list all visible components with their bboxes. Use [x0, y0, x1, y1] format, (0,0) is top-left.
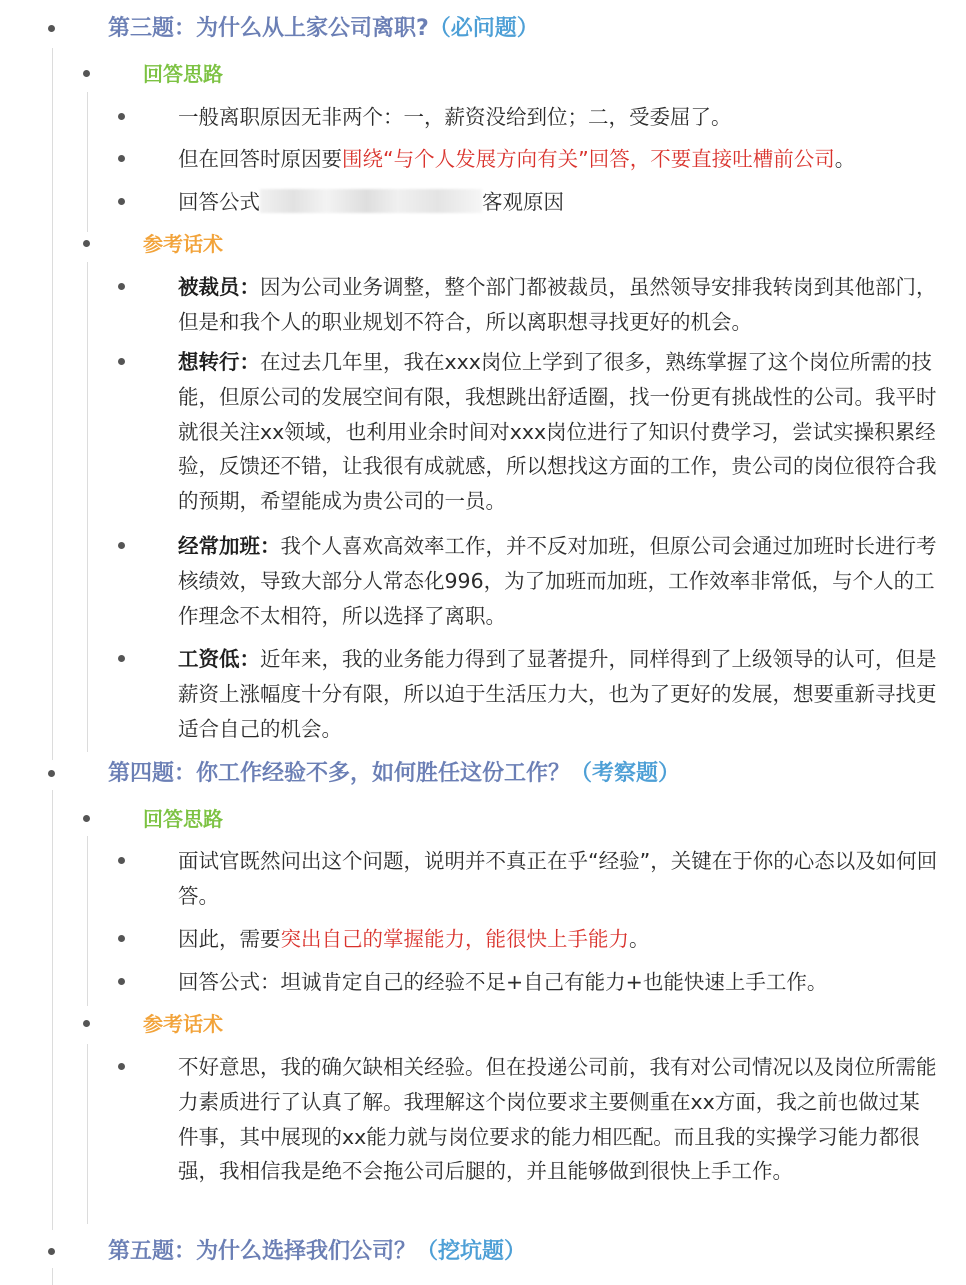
idea-item-text: 但在回答时原因要: [178, 147, 342, 171]
bullet-dot: [118, 655, 125, 662]
bullet-dot: [118, 113, 125, 120]
idea-item-text: 客观原因: [482, 190, 564, 214]
bullet-dot: [83, 70, 90, 77]
script-item: [178, 642, 938, 746]
bullet-dot: [118, 283, 125, 290]
bullet-dot: [48, 770, 55, 777]
script-item-label: 被裁员：: [178, 275, 260, 299]
idea-item: 面试官既然问出这个问题，说明并不真正在乎“经验”，关键在于你的心态以及如何回答。: [178, 849, 938, 908]
outline-guide-line: [52, 790, 53, 1230]
outline-guide-line: [52, 1268, 53, 1285]
outline-guide-line: [87, 262, 88, 752]
bullet-dot: [83, 240, 90, 247]
outline-guide-line: [87, 1044, 88, 1224]
question-tag: （必问题）: [428, 16, 539, 41]
bullet-dot: [118, 935, 125, 942]
script-item: 不好意思，我的确欠缺相关经验。但在投递公司前，我有对公司情况以及岗位所需能力素质进行了认真了解。我理解这个岗位要求主要侧重在xx方面，我之前也做过某件事，其中展现的xx能力就与岗位要求的能力相匹配。而且我的实操学习能力都很强，我相信我是绝不会拖公司后腿的，并且能够做到很快上手工作。: [178, 1055, 937, 1184]
question-5-title: [108, 1237, 526, 1267]
reference-script-heading: 参考话术: [143, 232, 223, 256]
bullet-dot: [83, 1020, 90, 1027]
question-3-title: [108, 14, 539, 44]
outline-guide-line: [52, 48, 53, 760]
bullet-dot: [118, 198, 125, 205]
script-item-label: 经常加班：: [178, 534, 281, 558]
script-item-text: 我个人喜欢高效率工作，并不反对加班，但原公司会通过加班时长进行考核绩效，导致大部分人常态化996，为了加班而加班，工作效率非常低，与个人的工作理念不太相符，所以选择了离职。: [178, 534, 937, 628]
idea-item-highlight: 突出自己的掌握能力，能很快上手能力: [280, 927, 629, 951]
outline-guide-line: [87, 836, 88, 1006]
bullet-dot: [118, 358, 125, 365]
script-item: [178, 270, 938, 340]
script-item: [178, 529, 938, 633]
question-title-text: 第三题：为什么从上家公司离职?: [108, 16, 429, 41]
redacted-region: [260, 189, 482, 213]
outline-guide-line: [87, 92, 88, 232]
idea-item-highlight: 围绕“与个人发展方向有关”回答，不要直接吐槽前公司: [342, 147, 835, 171]
bullet-dot: [48, 25, 55, 32]
idea-item-text: 。: [629, 927, 650, 951]
question-4-title: [108, 759, 680, 789]
idea-item: 一般离职原因无非两个：一，薪资没给到位；二，受委屈了。: [178, 105, 732, 129]
question-title-text: 第五题：为什么选择我们公司？: [108, 1239, 417, 1264]
bullet-dot: [118, 857, 125, 864]
script-item-text: 在过去几年里，我在xxx岗位上学到了很多，熟练掌握了这个岗位所需的技能，但原公司的发展空间有限，我想跳出舒适圈，找一份更有挑战性的公司。我平时就很关注xx领域，也利用业余时间对xxx岗位进行了知识付费学习，尝试实操积累经验，反馈还不错，让我很有成就感，所以想找这方面的工作，贵公司的岗位很符合我的预期，希望能成为贵公司的一员。: [178, 350, 937, 514]
question-tag: （挖坑题）: [416, 1239, 527, 1264]
bullet-dot: [48, 1248, 55, 1255]
idea-item: [178, 185, 938, 220]
question-title-text: 第四题：你工作经验不多，如何胜任这份工作？: [108, 761, 571, 786]
bullet-dot: [118, 542, 125, 549]
idea-item-text: 回答公式: [178, 190, 260, 214]
bullet-dot: [83, 815, 90, 822]
answer-idea-heading: 回答思路: [143, 62, 223, 86]
reference-script-heading: 参考话术: [143, 1012, 223, 1036]
script-item-label: 想转行：: [178, 350, 260, 374]
idea-item: 回答公式：坦诚肯定自己的经验不足+自己有能力+也能快速上手工作。: [178, 970, 828, 994]
bullet-dot: [118, 978, 125, 985]
idea-item-text: 因此，需要: [178, 927, 281, 951]
idea-item-text: 。: [834, 147, 856, 171]
idea-item: [178, 142, 938, 177]
bullet-dot: [118, 155, 125, 162]
bullet-dot: [118, 1063, 125, 1070]
script-item: [178, 345, 938, 519]
script-item-label: 工资低：: [178, 647, 260, 671]
script-item-text: 近年来，我的业务能力得到了显著提升，同样得到了上级领导的认可，但是薪资上涨幅度十分有限，所以迫于生活压力大，也为了更好的发展，想要重新寻找更适合自己的机会。: [178, 647, 937, 741]
answer-idea-heading: 回答思路: [143, 807, 223, 831]
question-tag: （考察题）: [570, 761, 681, 786]
idea-item: [178, 922, 938, 957]
script-item-text: 因为公司业务调整，整个部门都被裁员，虽然领导安排我转岗到其他部门，但是和我个人的职业规划不符合，所以离职想寻找更好的机会。: [178, 275, 937, 334]
